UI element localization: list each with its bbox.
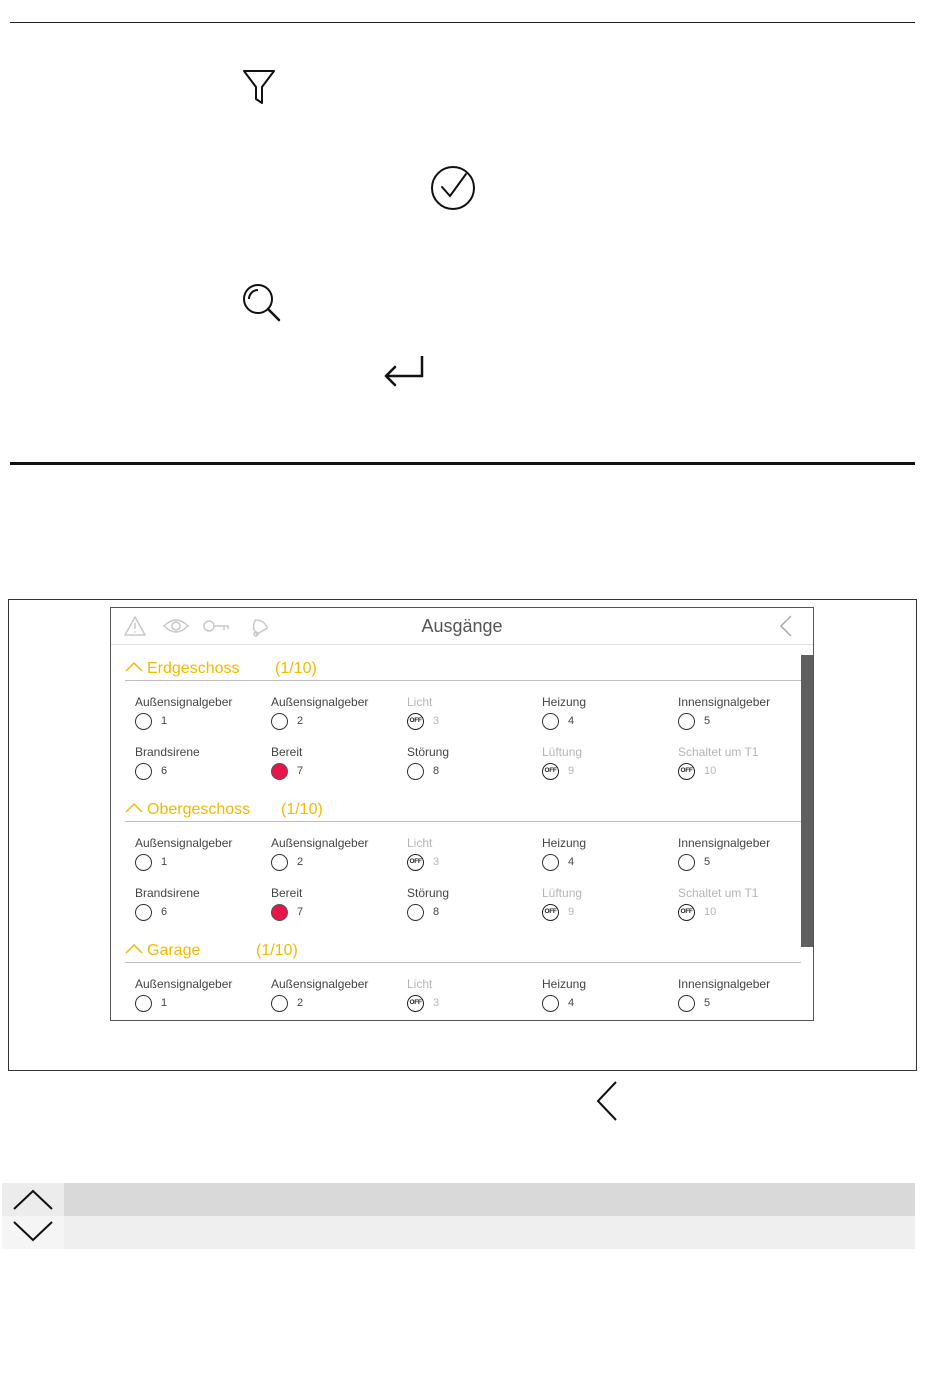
chevron-up-icon[interactable] — [125, 660, 143, 678]
idle-state-icon[interactable] — [135, 995, 152, 1012]
output-number: 6 — [161, 765, 168, 777]
output-item[interactable] — [542, 695, 672, 735]
output-label: Licht — [407, 695, 433, 709]
output-item[interactable] — [678, 977, 808, 1017]
group-count: (1/10) — [281, 801, 323, 818]
back-chevron-icon — [595, 1080, 619, 1122]
output-number: 10 — [704, 765, 717, 777]
output-item[interactable] — [407, 836, 537, 876]
output-label: Außensignalgeber — [271, 977, 369, 991]
off-state-icon[interactable]: OFF — [678, 763, 695, 780]
output-number: 1 — [161, 997, 168, 1009]
output-label: Lüftung — [542, 745, 583, 759]
off-state-icon[interactable]: OFF — [407, 713, 424, 730]
output-number: 5 — [704, 715, 711, 727]
output-item[interactable] — [407, 977, 537, 1017]
idle-state-icon[interactable] — [407, 904, 424, 921]
output-number: 3 — [433, 715, 440, 727]
output-label: Außensignalgeber — [271, 695, 369, 709]
idle-state-icon[interactable] — [678, 854, 695, 871]
output-number: 1 — [161, 715, 168, 727]
output-number: 7 — [297, 906, 304, 918]
top-divider — [10, 22, 915, 23]
idle-state-icon[interactable] — [271, 995, 288, 1012]
group-name: Erdgeschoss — [147, 660, 240, 677]
output-number: 5 — [704, 997, 711, 1009]
output-item[interactable] — [678, 695, 808, 735]
idle-state-icon[interactable] — [135, 713, 152, 730]
output-item[interactable] — [407, 886, 537, 926]
off-state-icon[interactable]: OFF — [542, 904, 559, 921]
enter-icon — [382, 354, 426, 388]
output-label: Schaltet um T1 — [678, 745, 759, 759]
output-label: Heizung — [542, 695, 587, 709]
filter-icon — [242, 69, 276, 105]
output-label: Innensignalgeber — [678, 695, 771, 709]
output-item[interactable] — [135, 695, 265, 735]
idle-state-icon[interactable] — [542, 995, 559, 1012]
search-icon — [242, 283, 282, 323]
scroll-down-icon[interactable] — [2, 1216, 64, 1249]
off-state-icon[interactable]: OFF — [678, 904, 695, 921]
output-item[interactable] — [542, 836, 672, 876]
output-number: 2 — [297, 715, 304, 727]
output-item[interactable] — [135, 745, 265, 785]
scroll-down-row[interactable] — [2, 1216, 915, 1249]
output-item[interactable] — [135, 836, 265, 876]
output-label: Außensignalgeber — [135, 977, 233, 991]
output-item[interactable] — [271, 745, 401, 785]
output-item[interactable] — [135, 977, 265, 1017]
output-number: 3 — [433, 997, 440, 1009]
off-state-icon[interactable]: OFF — [407, 995, 424, 1012]
output-number: 1 — [161, 856, 168, 868]
output-item[interactable] — [542, 977, 672, 1017]
off-state-icon[interactable]: OFF — [407, 854, 424, 871]
output-item[interactable] — [135, 886, 265, 926]
output-label: Außensignalgeber — [135, 695, 233, 709]
section-divider — [10, 462, 915, 465]
screen-title: Ausgänge — [421, 616, 503, 636]
output-number: 8 — [433, 906, 440, 918]
output-number: 4 — [568, 997, 575, 1009]
output-item[interactable] — [678, 745, 808, 785]
active-state-icon[interactable] — [271, 763, 288, 780]
output-number: 6 — [161, 906, 168, 918]
idle-state-icon[interactable] — [135, 854, 152, 871]
group-count: (1/10) — [256, 942, 298, 959]
group-header[interactable] — [125, 940, 801, 963]
output-number: 5 — [704, 856, 711, 868]
output-number: 9 — [568, 906, 575, 918]
scrollbar[interactable] — [801, 655, 813, 947]
scroll-up-icon[interactable] — [2, 1183, 64, 1216]
output-number: 7 — [297, 765, 304, 777]
group-name: Obergeschoss — [147, 801, 251, 818]
output-item[interactable] — [542, 745, 672, 785]
idle-state-icon[interactable] — [135, 904, 152, 921]
output-label: Heizung — [542, 977, 587, 991]
output-label: Außensignalgeber — [135, 836, 233, 850]
output-label: Außensignalgeber — [271, 836, 369, 850]
group-header[interactable] — [125, 658, 801, 681]
output-item[interactable] — [271, 695, 401, 735]
output-number: 2 — [297, 997, 304, 1009]
idle-state-icon[interactable] — [542, 713, 559, 730]
idle-state-icon[interactable] — [271, 713, 288, 730]
output-number: 8 — [433, 765, 440, 777]
output-number: 4 — [568, 715, 575, 727]
idle-state-icon[interactable] — [678, 713, 695, 730]
output-number: 10 — [704, 906, 717, 918]
output-item[interactable] — [678, 836, 808, 876]
output-number: 2 — [297, 856, 304, 868]
output-label: Störung — [407, 886, 450, 900]
output-item[interactable] — [407, 745, 537, 785]
output-item[interactable] — [271, 886, 401, 926]
output-item[interactable] — [271, 977, 401, 1017]
group-count: (1/10) — [275, 660, 317, 677]
output-label: Bereit — [271, 745, 303, 759]
output-label: Heizung — [542, 836, 587, 850]
output-label: Lüftung — [542, 886, 583, 900]
output-label: Licht — [407, 977, 433, 991]
outputs-screen — [110, 607, 814, 1021]
active-state-icon[interactable] — [271, 904, 288, 921]
output-label: Brandsirene — [135, 745, 200, 759]
idle-state-icon[interactable] — [271, 854, 288, 871]
group-name: Garage — [147, 942, 201, 959]
chevron-up-icon[interactable] — [125, 801, 143, 819]
check-circle-icon — [430, 165, 476, 211]
output-label: Störung — [407, 745, 450, 759]
screen-topbar — [111, 608, 813, 645]
output-label: Brandsirene — [135, 886, 200, 900]
output-number: 3 — [433, 856, 440, 868]
idle-state-icon[interactable] — [135, 763, 152, 780]
output-item[interactable] — [407, 695, 537, 735]
output-item[interactable] — [271, 836, 401, 876]
output-number: 4 — [568, 856, 575, 868]
idle-state-icon[interactable] — [542, 854, 559, 871]
screen-back-icon[interactable] — [779, 614, 793, 643]
output-label: Schaltet um T1 — [678, 886, 759, 900]
scroll-up-row[interactable] — [2, 1183, 915, 1216]
off-state-icon[interactable]: OFF — [542, 763, 559, 780]
output-label: Licht — [407, 836, 433, 850]
idle-state-icon[interactable] — [678, 995, 695, 1012]
output-item[interactable] — [542, 886, 672, 926]
output-label: Innensignalgeber — [678, 836, 771, 850]
output-label: Bereit — [271, 886, 303, 900]
group-header[interactable] — [125, 799, 801, 822]
idle-state-icon[interactable] — [407, 763, 424, 780]
output-item[interactable] — [678, 886, 808, 926]
output-number: 9 — [568, 765, 575, 777]
chevron-up-icon[interactable] — [125, 942, 143, 960]
output-label: Innensignalgeber — [678, 977, 771, 991]
